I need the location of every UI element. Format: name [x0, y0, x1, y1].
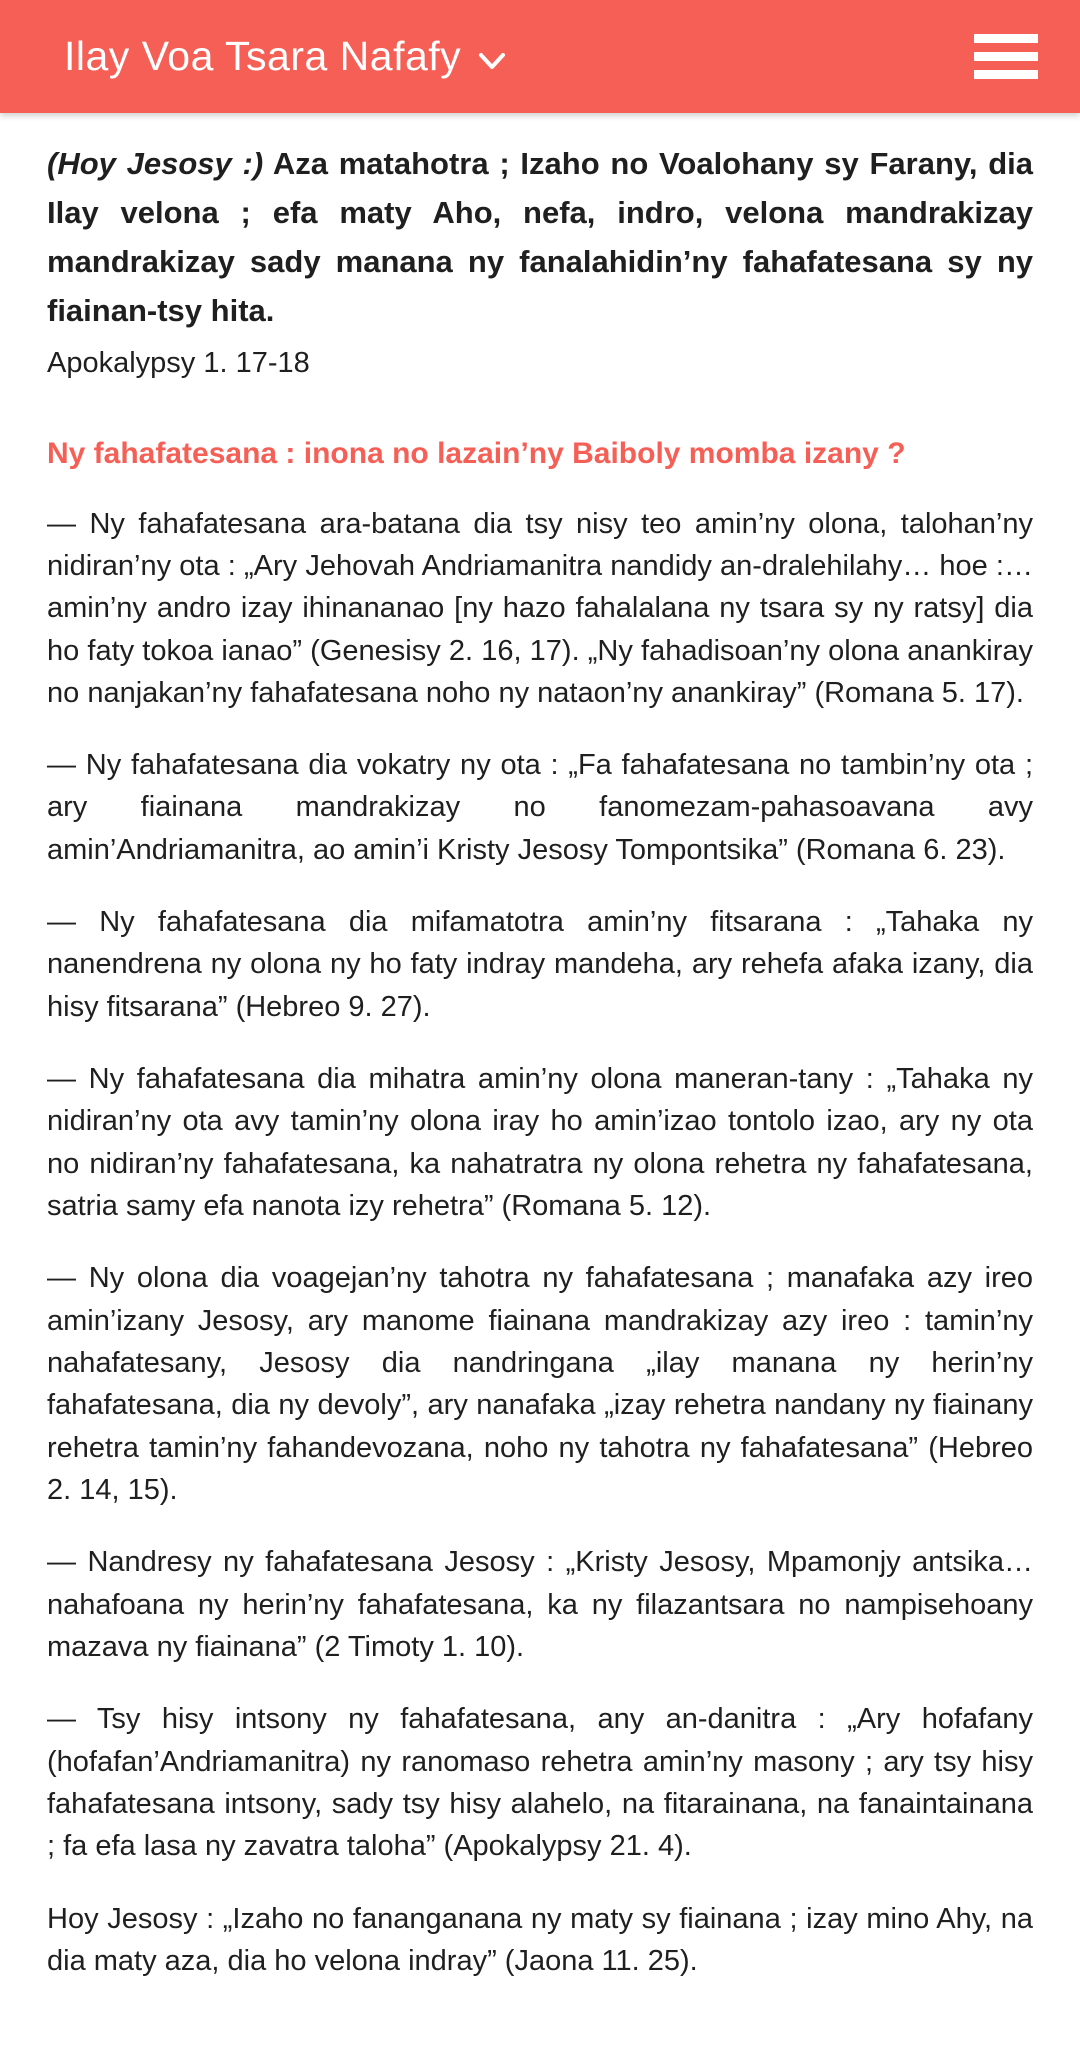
title-dropdown[interactable]: [64, 33, 507, 80]
app-header: [0, 0, 1080, 113]
paragraph: — Ny olona dia voagejan’ny tahotra ny fahafatesana ; manafaka azy ireo amin’izany Jesosy, ary manome fiainana mandrakizay azy ireo : tamin’ny nahafatesany, Jesosy dia nandringana „ilay manana ny herin’ny fahafatesana, dia ny devoly”, ary nanafaka „izay rehetra nandany ny fiainany rehetra tamin’ny fahandevozana, noho ny tahotra ny fahafatesana” (Hebreo 2. 14, 15).: [47, 1262, 1033, 1507]
page-title: Ilay Voa Tsara Nafafy: [64, 33, 462, 79]
paragraph: — Ny fahafatesana dia vokatry ny ota : „Fa fahafatesana no tambin’ny ota ; ary fiainana mandrakizay no fanomezam-pahasoavana avy amin’Andriamanitra, ao amin’i Kristy Jesosy Tompontsika” (Romana 6. 23).: [47, 749, 1033, 866]
verse-reference: Apokalypsy 1. 17-18: [47, 346, 310, 379]
content: [0, 113, 1080, 1982]
paragraph: — Nandresy ny fahafatesana Jesosy : „Kristy Jesosy, Mpamonjy antsika… nahafoana ny herin’ny fahafatesana, ka ny filazantsara no nampisehoany mazava ny fiainana” (2 Timoty 1. 10).: [47, 1546, 1033, 1664]
paragraph: — Ny fahafatesana dia mihatra amin’ny olona maneran-tany : „Tahaka ny nidiran’ny ota avy tamin’ny olona iray ho amin’izao tontolo izao, ary ny ota no nidiran’ny fahafatesana, ka nahatratra ny olona rehetra ny fahafatesana, satria samy efa nanota izy rehetra” (Romana 5. 12).: [47, 1063, 1033, 1223]
hamburger-menu-icon[interactable]: [974, 30, 1038, 83]
hamburger-bar: [974, 70, 1038, 79]
chevron-down-icon: [477, 48, 507, 74]
paragraph: — Ny fahafatesana ara-batana dia tsy nisy teo amin’ny olona, talohan’ny nidiran’ny ota : „Ary Jehovah Andriamanitra nandidy an-dralehilahy… hoe :… amin’ny andro izay ihinananao [ny hazo fahalalana ny tsara sy ny ratsy] dia ho faty tokoa ianao” (Genesisy 2. 16, 17). „Ny fahadisoan’ny olona anankiray no nanjakan’ny fahafatesana noho ny nataon’ny anankiray” (Romana 5. 17).: [47, 507, 1033, 709]
hamburger-bar: [974, 34, 1038, 43]
intro-verse: [47, 140, 1033, 336]
intro-text: Aza matahotra ; Izaho no Voalohany sy Farany, dia Ilay velona ; efa maty Aho, nefa, indro, velona mandrakizay mandrakizay sady manana ny fanalahidin’ny fahafatesana sy ny fiainan-tsy hita.: [47, 146, 1033, 328]
paragraph: — Ny fahafatesana dia mifamatotra amin’ny fitsarana : „Tahaka ny nanendrena ny olona ny ho faty indray mandeha, ary rehefa afaka izany, dia hisy fitsarana” (Hebreo 9. 27).: [47, 906, 1033, 1023]
hamburger-bar: [974, 52, 1038, 61]
paragraph: Hoy Jesosy : „Izaho no fananganana ny maty sy fiainana ; izay mino Ahy, na dia maty aza, dia ho velona indray” (Jaona 11. 25).: [47, 1902, 1033, 1978]
section-heading: Ny fahafatesana : inona no lazain’ny Baiboly momba izany ?: [47, 437, 906, 471]
intro-lead: (Hoy Jesosy :): [47, 146, 264, 181]
paragraph: — Tsy hisy intsony ny fahafatesana, any an-danitra : „Ary hofafany (hofafan’Andriamanitra) ny ranomaso rehetra amin’ny masony ; ary tsy hisy fahafatesana intsony, sady tsy hisy alahelo, na fitarainana, na fanaintainana ; fa efa lasa ny zavatra taloha” (Apokalypsy 21. 4).: [47, 1703, 1033, 1863]
